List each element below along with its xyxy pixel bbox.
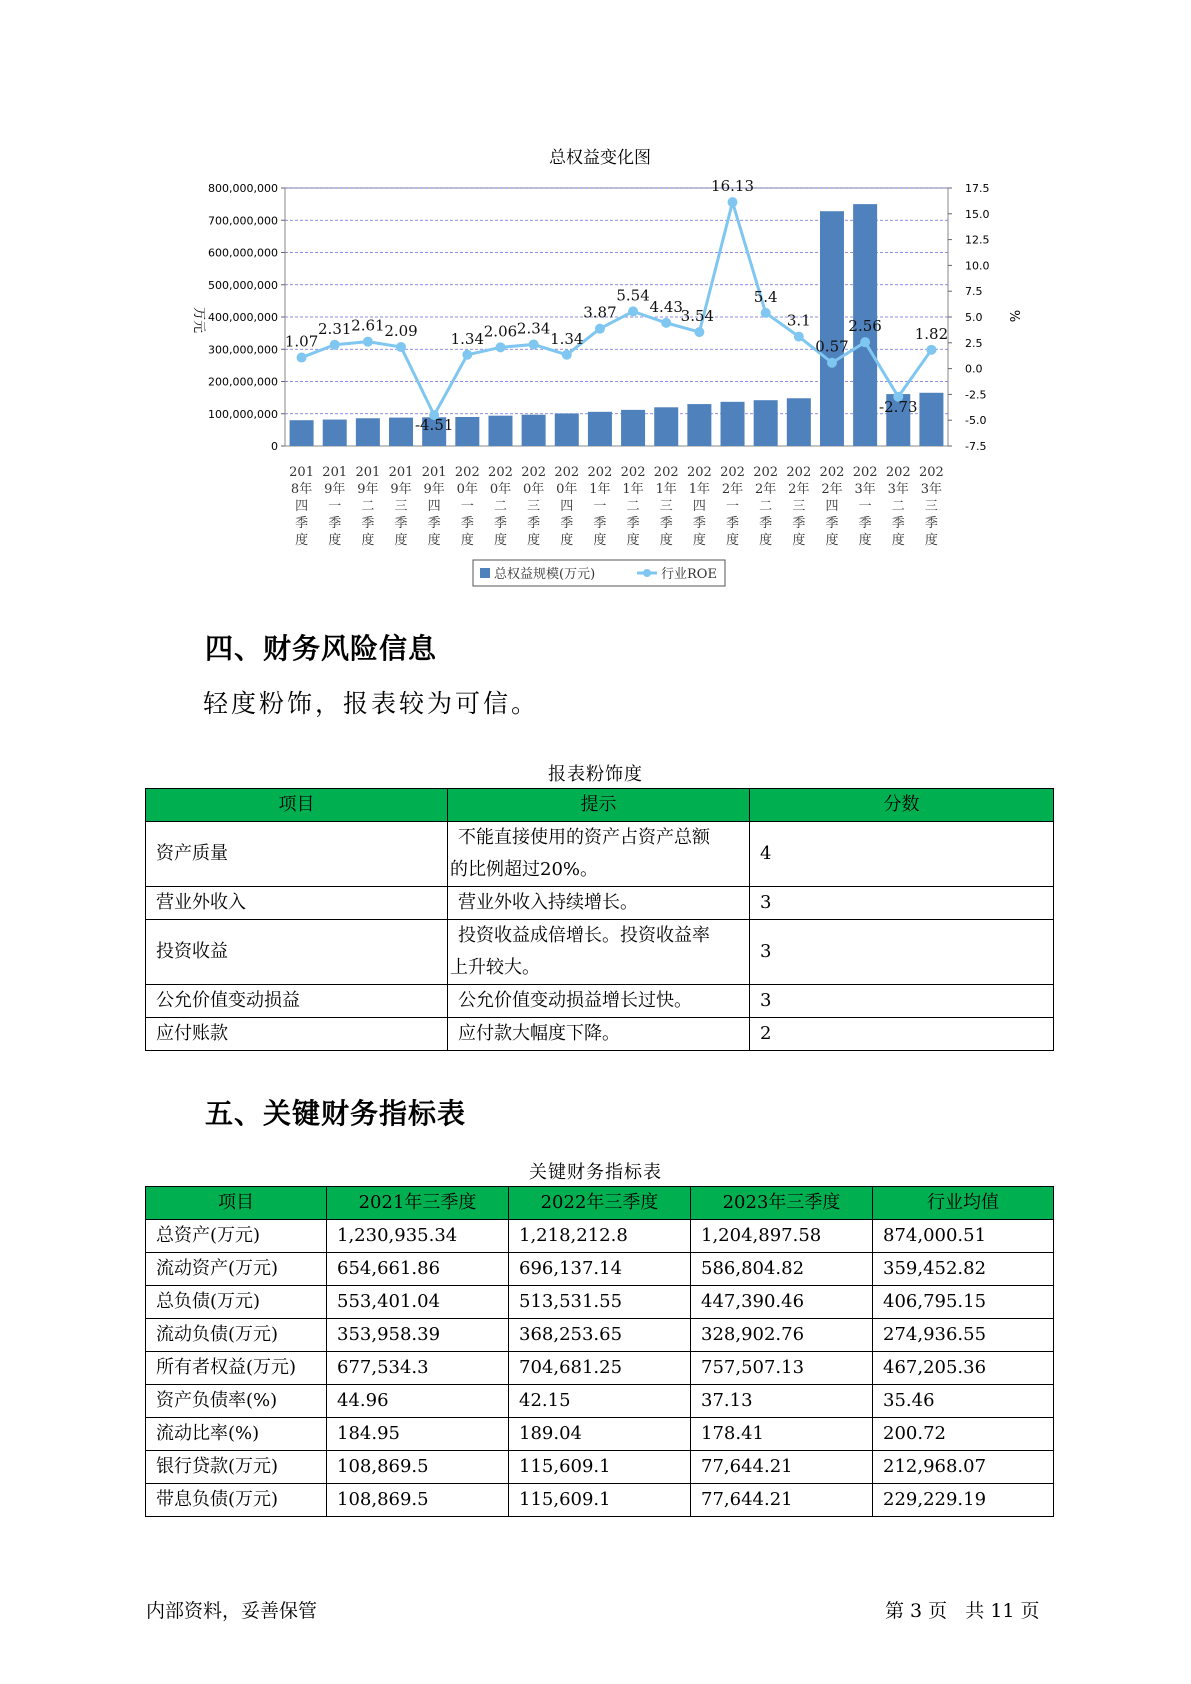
roe-data-label: -4.51 [414,416,454,435]
category-label: 202 1年二季度 [620,465,646,548]
roe-point [396,342,406,352]
left-axis-label: 万元 [191,306,206,334]
kpi-2021q3-cell: 108,869.5 [327,1484,509,1517]
kpi-industry-avg-cell: 359,452.82 [873,1253,1054,1286]
left-tick-label: 600,000,000 [208,246,278,260]
kpi-2021q3-cell: 677,534.3 [327,1352,509,1385]
kpi-2022q3-cell: 115,609.1 [509,1451,691,1484]
category-label: 201 9年三季度 [388,465,414,548]
left-tick-label: 500,000,000 [208,278,278,292]
right-tick-label: 12.5 [965,233,990,247]
category-label: 202 1年一季度 [587,465,613,548]
kpi-2023q3-cell: 178.41 [691,1418,873,1451]
equity-bar [787,398,811,446]
equity-bar [290,420,314,446]
legend-line-marker [643,569,651,577]
kpi-2023q3-cell: 77,644.21 [691,1484,873,1517]
risk-header-hint: 提示 [448,789,750,822]
equity-bar [687,404,711,446]
risk-table [145,788,1054,1051]
kpi-2022q3-cell: 368,253.65 [509,1319,691,1352]
kpi-2021q3-cell: 184.95 [327,1418,509,1451]
risk-hint-cell [448,920,750,985]
kpi-industry-avg-cell: 874,000.51 [873,1220,1054,1253]
equity-bar [654,407,678,446]
kpi-header-2022q3: 2022年三季度 [509,1187,691,1220]
roe-point [363,337,373,347]
right-tick-label: -7.5 [965,440,987,453]
right-tick-label: 0.0 [965,362,983,376]
left-tick-label: 100,000,000 [208,407,278,421]
kpi-item-cell: 所有者权益(万元) [146,1352,327,1385]
kpi-header-2023q3: 2023年三季度 [691,1187,873,1220]
risk-hint-line: 的比例超过20%。 [450,859,599,880]
left-tick-label: 700,000,000 [208,214,278,228]
roe-data-label: 3.87 [583,303,617,322]
kpi-2022q3-cell: 189.04 [509,1418,691,1451]
equity-chart [0,0,1191,600]
kpi-table-row [146,1418,1054,1451]
roe-point [661,318,671,328]
roe-point [926,345,936,355]
right-tick-label: 17.5 [965,182,990,195]
category-label: 202 3年二季度 [885,465,911,548]
category-label: 202 3年三季度 [919,465,944,548]
kpi-industry-avg-cell: 467,205.36 [873,1352,1054,1385]
roe-data-label: 2.61 [351,316,385,335]
equity-bar [323,420,347,446]
category-label: 202 2年四季度 [819,465,845,548]
risk-table-header-row [146,789,1054,822]
kpi-industry-avg-cell: 229,229.19 [873,1484,1054,1517]
kpi-2023q3-cell: 1,204,897.58 [691,1220,873,1253]
roe-data-label: 2.06 [483,322,518,341]
roe-point [595,324,605,334]
left-tick-label: 400,000,000 [208,311,278,324]
risk-hint-line: 不能直接使用的资产占资产总额 [458,827,710,848]
category-label: 201 9年二季度 [355,465,381,548]
kpi-table-row [146,1352,1054,1385]
risk-hint-line: 营业外收入持续增长。 [458,892,638,913]
kpi-2023q3-cell: 77,644.21 [691,1451,873,1484]
risk-score-cell: 2 [750,1018,1054,1051]
kpi-industry-avg-cell: 274,936.55 [873,1319,1054,1352]
legend-bar-swatch [480,568,490,578]
kpi-2022q3-cell: 115,609.1 [509,1484,691,1517]
category-label: 202 1年三季度 [653,465,679,548]
kpi-2023q3-cell: 757,507.13 [691,1352,873,1385]
kpi-table [145,1186,1054,1517]
kpi-header-item: 项目 [146,1187,327,1220]
roe-point [694,327,704,337]
roe-point [827,358,837,368]
equity-bar [820,211,844,446]
roe-data-label: 2.56 [848,317,882,336]
category-label: 202 2年一季度 [720,465,745,548]
roe-point [462,350,472,360]
kpi-table-row [146,1319,1054,1352]
risk-table-row [146,1018,1054,1051]
category-label: 202 0年四季度 [554,465,580,548]
category-label: 201 8年四季度 [289,465,314,548]
roe-point [728,197,738,207]
kpi-table-row [146,1484,1054,1517]
risk-hint-cell [448,887,750,920]
kpi-item-cell: 流动资产(万元) [146,1253,327,1286]
kpi-table-row [146,1451,1054,1484]
kpi-industry-avg-cell: 212,968.07 [873,1451,1054,1484]
equity-bar [555,413,579,446]
roe-data-label: 0.57 [815,337,849,356]
kpi-2023q3-cell: 447,390.46 [691,1286,873,1319]
roe-data-label: 5.54 [616,286,650,305]
kpi-table-row [146,1385,1054,1418]
kpi-item-cell: 流动负债(万元) [146,1319,327,1352]
risk-hint-line: 投资收益成倍增长。投资收益率 [458,925,710,946]
kpi-2022q3-cell: 42.15 [509,1385,691,1418]
roe-data-label: 16.13 [711,177,755,196]
kpi-2021q3-cell: 553,401.04 [327,1286,509,1319]
roe-data-label: 2.09 [384,322,418,341]
kpi-industry-avg-cell: 35.46 [873,1385,1054,1418]
kpi-table-row [146,1220,1054,1253]
right-tick-label: 15.0 [965,207,990,221]
risk-header-item: 项目 [146,789,448,822]
roe-data-label: 1.82 [914,324,949,343]
right-tick-label: -2.5 [965,388,987,402]
kpi-2023q3-cell: 328,902.76 [691,1319,873,1352]
equity-bar [721,402,745,446]
kpi-2021q3-cell: 108,869.5 [327,1451,509,1484]
roe-point [860,337,870,347]
roe-point [794,332,804,342]
category-label: 202 0年三季度 [521,465,547,548]
roe-data-label: 1.07 [284,332,319,351]
right-tick-label: 2.5 [965,336,983,350]
kpi-2021q3-cell: 353,958.39 [327,1319,509,1352]
chart-title: 总权益变化图 [549,148,651,168]
kpi-2022q3-cell: 513,531.55 [509,1286,691,1319]
risk-score-cell: 3 [750,985,1054,1018]
roe-point [761,308,771,318]
left-tick-label: 200,000,000 [208,375,278,389]
roe-data-label: 3.1 [786,311,811,330]
risk-score-cell: 4 [750,822,1054,887]
roe-data-label: 1.34 [550,329,584,348]
category-label: 202 2年二季度 [753,465,779,548]
category-label: 202 3年一季度 [852,465,878,548]
section5-heading: 五、关键财务指标表 [205,1097,467,1130]
kpi-table-row [146,1286,1054,1319]
risk-item-cell: 应付账款 [146,1018,448,1051]
kpi-header-industry-avg: 行业均值 [873,1187,1054,1220]
equity-bar [488,416,512,446]
kpi-item-cell: 总资产(万元) [146,1220,327,1253]
equity-bar [455,417,479,446]
equity-bar [522,415,546,446]
kpi-2022q3-cell: 704,681.25 [509,1352,691,1385]
left-tick-label: 300,000,000 [208,343,278,357]
roe-point [297,353,307,363]
kpi-2022q3-cell: 696,137.14 [509,1253,691,1286]
roe-data-label: 1.34 [450,329,485,348]
equity-bar [919,393,943,446]
equity-bar [356,418,380,446]
roe-data-label: 2.31 [318,319,352,338]
legend-bar-label: 总权益规模(万元) [494,567,596,582]
risk-hint-line: 上升较大。 [450,957,540,978]
risk-item-cell: 资产质量 [146,822,448,887]
risk-table-row [146,887,1054,920]
category-label: 202 2年三季度 [786,465,812,548]
risk-table-caption: 报表粉饰度 [548,764,643,785]
right-tick-label: -5.0 [965,414,987,428]
equity-bar [754,400,778,446]
risk-hint-line: 应付款大幅度下降。 [458,1023,620,1044]
risk-hint-cell [448,985,750,1018]
category-label: 201 9年一季度 [322,465,348,548]
section4-heading: 四、财务风险信息 [205,632,438,665]
kpi-item-cell: 资产负债率(%) [146,1385,327,1418]
roe-point [628,306,638,316]
roe-data-label: 5.4 [753,287,778,306]
kpi-item-cell: 银行贷款(万元) [146,1451,327,1484]
kpi-2021q3-cell: 44.96 [327,1385,509,1418]
kpi-industry-avg-cell: 406,795.15 [873,1286,1054,1319]
roe-data-label: -2.73 [879,397,918,416]
risk-item-cell: 公允价值变动损益 [146,985,448,1018]
category-label: 202 0年二季度 [488,465,513,548]
category-label: 202 1年四季度 [686,465,712,548]
risk-hint-cell [448,1018,750,1051]
right-tick-label: 7.5 [965,285,983,299]
kpi-2023q3-cell: 37.13 [691,1385,873,1418]
risk-item-cell: 营业外收入 [146,887,448,920]
kpi-item-cell: 总负债(万元) [146,1286,327,1319]
kpi-table-header-row [146,1187,1054,1220]
roe-point [529,339,539,349]
roe-point [330,340,340,350]
risk-table-row [146,822,1054,887]
roe-data-label: 3.54 [680,307,715,326]
equity-bar [588,412,612,446]
right-axis-label: % [1006,309,1021,323]
kpi-header-2021q3: 2021年三季度 [327,1187,509,1220]
equity-bar [389,418,413,446]
risk-table-row [146,985,1054,1018]
roe-point [495,342,505,352]
risk-score-cell: 3 [750,920,1054,985]
left-tick-label: 0 [271,440,278,453]
risk-header-score: 分数 [750,789,1054,822]
roe-data-label: 4.43 [649,297,683,316]
legend-line-label: 行业ROE [661,567,717,582]
category-label: 201 9年四季度 [421,465,447,548]
kpi-item-cell: 带息负债(万元) [146,1484,327,1517]
risk-hint-line: 公允价值变动损益增长过快。 [458,990,692,1011]
roe-data-label: 2.34 [516,319,551,338]
risk-score-cell: 3 [750,887,1054,920]
category-label: 202 0年一季度 [454,465,480,548]
kpi-2022q3-cell: 1,218,212.8 [509,1220,691,1253]
kpi-2021q3-cell: 654,661.86 [327,1253,509,1286]
kpi-industry-avg-cell: 200.72 [873,1418,1054,1451]
left-tick-label: 800,000,000 [208,182,278,195]
right-tick-label: 10.0 [965,259,990,273]
roe-point [562,350,572,360]
kpi-table-row [146,1253,1054,1286]
risk-table-row [146,920,1054,985]
equity-bar [621,410,645,446]
risk-hint-cell [448,822,750,887]
footer-page-number: 第 3 页 共 11 页 [885,1600,1040,1622]
kpi-2021q3-cell: 1,230,935.34 [327,1220,509,1253]
risk-item-cell: 投资收益 [146,920,448,985]
kpi-2023q3-cell: 586,804.82 [691,1253,873,1286]
kpi-item-cell: 流动比率(%) [146,1418,327,1451]
footer-confidential: 内部资料，妥善保管 [146,1600,318,1622]
kpi-table-caption: 关键财务指标表 [529,1162,662,1183]
risk-summary: 轻度粉饰，报表较为可信。 [203,689,540,718]
right-tick-label: 5.0 [965,311,983,324]
